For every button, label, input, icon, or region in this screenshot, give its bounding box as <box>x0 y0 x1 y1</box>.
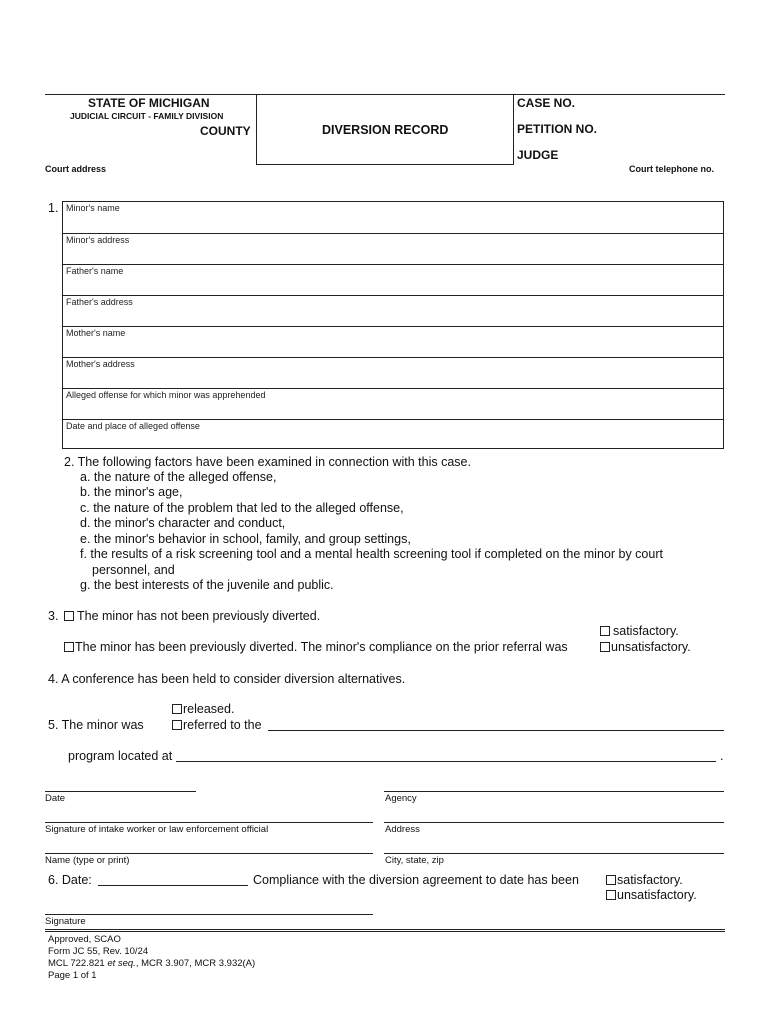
factor-item: b. the minor's age, <box>80 485 183 499</box>
prior-satisfactory-checkbox[interactable] <box>600 626 610 636</box>
judge-label: JUDGE <box>517 148 559 162</box>
approved-line: Approved, SCAO <box>48 934 121 945</box>
address-line[interactable] <box>384 822 724 823</box>
section-5-prefix: 5. The minor was <box>48 718 144 732</box>
mother-name-field[interactable] <box>63 326 723 358</box>
field-label: Alleged offense for which minor was apprehended <box>66 390 266 400</box>
not-diverted-option[interactable] <box>64 609 320 623</box>
factor-item-continued: personnel, and <box>92 563 175 577</box>
factor-item: d. the minor's character and conduct, <box>80 516 286 530</box>
not-diverted-checkbox[interactable] <box>64 611 74 621</box>
field-label: Father's address <box>66 297 133 307</box>
unsatisfactory-label: unsatisfactory. <box>611 640 691 654</box>
field-label: Mother's name <box>66 328 126 338</box>
footer-rule-bottom <box>45 931 725 932</box>
header-divider-right <box>513 94 514 164</box>
compliance-unsatisfactory-checkbox[interactable] <box>606 890 616 900</box>
header-top-rule <box>45 94 725 95</box>
diverted-option[interactable] <box>64 640 568 654</box>
diverted-checkbox[interactable] <box>64 642 74 652</box>
line-period: . <box>720 749 724 763</box>
signature-label: Signature <box>45 916 86 927</box>
referred-option[interactable] <box>172 718 262 732</box>
signature-line[interactable] <box>45 914 373 915</box>
petition-no-label: PETITION NO. <box>517 122 598 136</box>
referred-label: referred to the <box>183 718 262 732</box>
state-name: STATE OF MICHIGAN <box>88 96 210 110</box>
mcl-italic: et seq. <box>107 958 136 969</box>
referred-checkbox[interactable] <box>172 720 182 730</box>
mcl-suffix: , MCR 3.907, MCR 3.932(A) <box>135 958 256 969</box>
county-label: COUNTY <box>200 124 251 138</box>
section-1-number: 1. <box>48 201 59 215</box>
unsatisfactory-label: unsatisfactory. <box>617 888 697 902</box>
date-label: Date <box>45 793 66 804</box>
released-checkbox[interactable] <box>172 704 182 714</box>
compliance-unsatisfactory-option[interactable] <box>606 888 697 902</box>
circuit-name: JUDICIAL CIRCUIT - FAMILY DIVISION <box>70 111 224 121</box>
offense-date-place-field[interactable] <box>63 419 723 450</box>
mother-address-field[interactable] <box>63 357 723 389</box>
program-located-label: program located at <box>68 749 173 763</box>
prior-unsatisfactory-checkbox[interactable] <box>600 642 610 652</box>
diverted-label: The minor has been previously diverted. The minor's compliance on the prior referral was <box>75 640 568 654</box>
name-label: Name (type or print) <box>45 855 130 866</box>
city-line[interactable] <box>384 853 724 854</box>
header-divider-left <box>256 94 257 164</box>
compliance-satisfactory-option[interactable] <box>606 873 683 887</box>
factor-item: g. the best interests of the juvenile and public. <box>80 578 334 592</box>
minor-name-field[interactable] <box>63 202 723 233</box>
section-2-intro: 2. The following factors have been examined in connection with this case. <box>64 455 471 469</box>
factor-item: c. the nature of the problem that led to the alleged offense, <box>80 501 404 515</box>
court-phone-label: Court telephone no. <box>629 164 714 174</box>
alleged-offense-field[interactable] <box>63 388 723 420</box>
satisfactory-label: satisfactory. <box>617 873 683 887</box>
intake-signature-line[interactable] <box>45 822 373 823</box>
intake-signature-label: Signature of intake worker or law enforcement official <box>45 824 269 835</box>
prior-satisfactory-option[interactable] <box>600 624 679 638</box>
field-label: Date and place of alleged offense <box>66 421 200 431</box>
form-number: Form JC 55, Rev. 10/24 <box>48 946 149 957</box>
section-4-text: 4. A conference has been held to consider diversion alternatives. <box>48 672 406 686</box>
city-label: City, state, zip <box>385 855 444 866</box>
section-3-number: 3. <box>48 609 59 623</box>
compliance-satisfactory-checkbox[interactable] <box>606 875 616 885</box>
footer-text <box>48 934 255 982</box>
page-number: Page 1 of 1 <box>48 970 97 981</box>
factor-item: a. the nature of the alleged offense, <box>80 470 277 484</box>
program-location-line[interactable] <box>176 761 716 762</box>
form-title: DIVERSION RECORD <box>322 123 449 137</box>
father-name-field[interactable] <box>63 264 723 296</box>
field-label: Father's name <box>66 266 124 276</box>
field-label: Mother's address <box>66 359 135 369</box>
father-address-field[interactable] <box>63 295 723 327</box>
compliance-text: Compliance with the diversion agreement to date has been <box>253 873 579 887</box>
name-line[interactable] <box>45 853 373 854</box>
court-address-label: Court address <box>45 164 107 174</box>
not-diverted-label: The minor has not been previously diverted. <box>77 609 321 623</box>
factor-item: e. the minor's behavior in school, family, and group settings, <box>80 532 411 546</box>
referred-program-line[interactable] <box>268 730 724 731</box>
section-6-date-label: 6. Date: <box>48 873 92 887</box>
header-bottom-rule <box>256 164 514 165</box>
agency-line[interactable] <box>384 791 724 792</box>
mcl-citation <box>48 958 255 970</box>
mcl-prefix: MCL 722.821 <box>48 958 108 969</box>
case-no-label: CASE NO. <box>517 96 576 110</box>
agency-label: Agency <box>385 793 417 804</box>
footer-rule-top <box>45 929 725 930</box>
released-label: released. <box>183 702 235 716</box>
minor-address-field[interactable] <box>63 233 723 265</box>
field-label: Minor's name <box>66 203 120 213</box>
address-label: Address <box>385 824 420 835</box>
satisfactory-label: satisfactory. <box>613 624 679 638</box>
date-line[interactable] <box>45 791 196 792</box>
field-label: Minor's address <box>66 235 130 245</box>
factor-item: f. the results of a risk screening tool and a mental health screening tool if completed on the minor by court <box>80 547 663 561</box>
prior-unsatisfactory-option[interactable] <box>600 640 691 654</box>
compliance-date-line[interactable] <box>98 885 248 886</box>
minor-info-table <box>62 201 724 449</box>
released-option[interactable] <box>172 702 234 716</box>
